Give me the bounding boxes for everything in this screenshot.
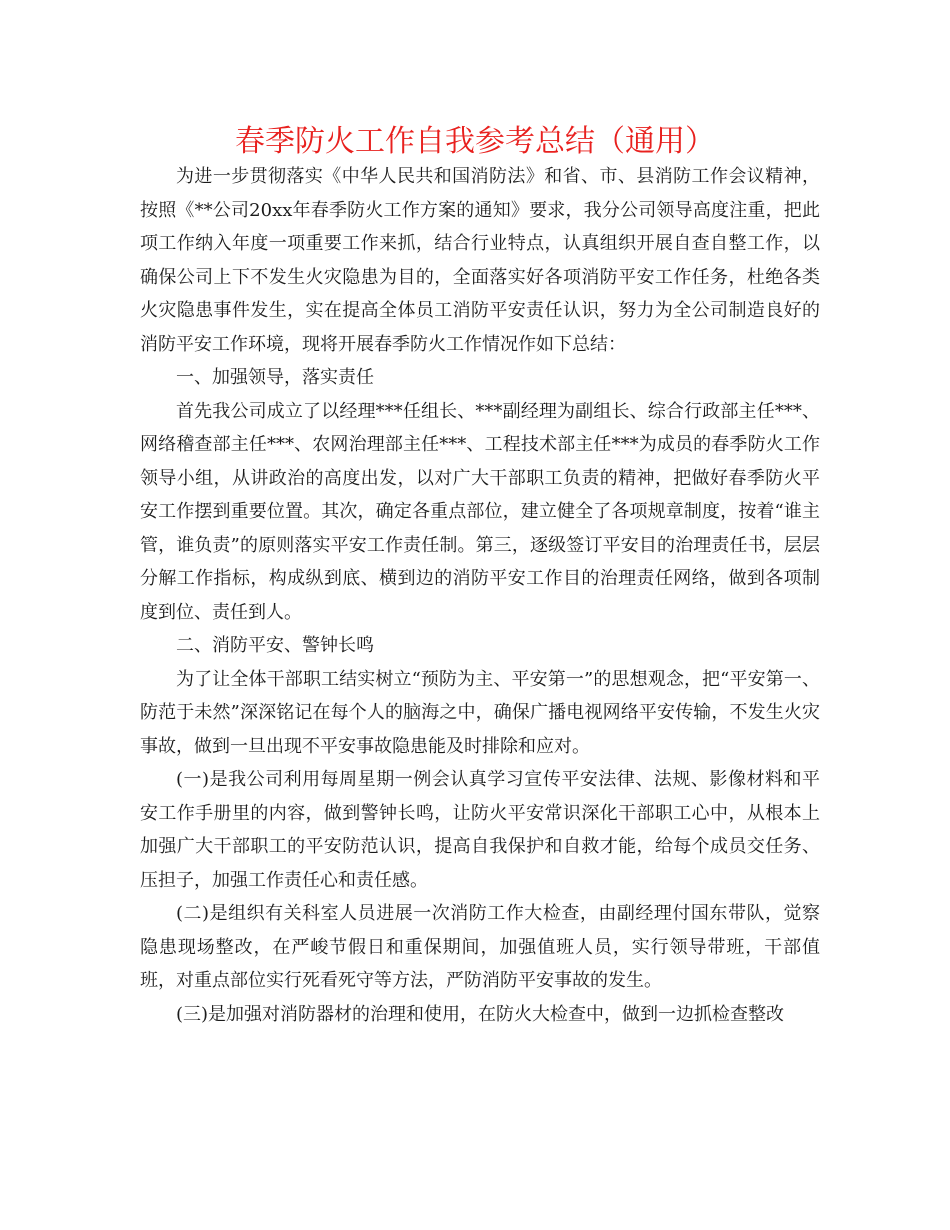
paragraph-section-2: 为了让全体干部职工结实树立“预防为主、平安第一”的思想观念，把“平安第一、防范于未然”深深铭记在每个人的脑海之中，确保广播电视网络平安传输，不发生火灾事故，做到一旦出现不平安事故隐患能及时排除和应对。 [140, 668, 820, 757]
section-heading-1: 一、加强领导，落实责任 [176, 367, 374, 388]
paragraph-item-3: (三)是加强对消防器材的治理和使用，在防火大检查中，做到一边抓检查整改 [176, 1003, 785, 1025]
document-title: 春季防火工作自我参考总结（通用） [235, 124, 715, 159]
paragraph-section-1: 首先我公司成立了以经理***任组长、***副经理为副组长、综合行政部主任***、网络稽查部主任***、农网治理部主任***、工程技术部主任***为成员的春季防火工作领导小组，从讲政治的高度出发，以对广大干部职工负责的精神，把做好春季防火平安工作摆到重要位置。其次，确定各重点部位，建立健全了各项规章制度，按着“谁主管，谁负责”的原则落实平安工作责任制。第三，逐级签订平安目的治理责任书，层层分解工作指标，构成纵到底、横到边的消防平安工作目的治理责任网络，做到各项制度到位、责任到人。 [140, 400, 820, 623]
paragraph-item-2: (二)是组织有关科室人员进展一次消防工作大检查，由副经理付国东带队，觉察隐患现场整改，在严峻节假日和重保期间，加强值班人员，实行领导带班，干部值班，对重点部位实行死看死守等方法，严防消防平安事故的发生。 [140, 903, 820, 991]
paragraph-item-1: (一)是我公司利用每周星期一例会认真学习宣传平安法律、法规、影像材料和平安工作手册里的内容，做到警钟长鸣，让防火平安常识深化干部职工心中，从根本上加强广大干部职工的平安防范认识，提高自我保护和自救才能，给每个成员交任务、压担子，加强工作责任心和责任感。 [140, 769, 820, 891]
section-heading-2: 二、消防平安、警钟长鸣 [176, 635, 374, 656]
document-body [140, 160, 820, 1031]
paragraph-intro: 为进一步贯彻落实《中华人民共和国消防法》和省、市、县消防工作会议精神，按照《**公司20xx年春季防火工作方案的通知》要求，我分公司领导高度注重，把此项工作纳入年度一项重要工作来抓，结合行业特点，认真组织开展自查自整工作，以确保公司上下不发生火灾隐患为目的，全面落实好各项消防平安工作任务，杜绝各类火灾隐患事件发生，实在提高全体员工消防平安责任认识，努力为全公司制造良好的消防平安工作环境，现将开展春季防火工作情况作如下总结： [140, 166, 820, 355]
